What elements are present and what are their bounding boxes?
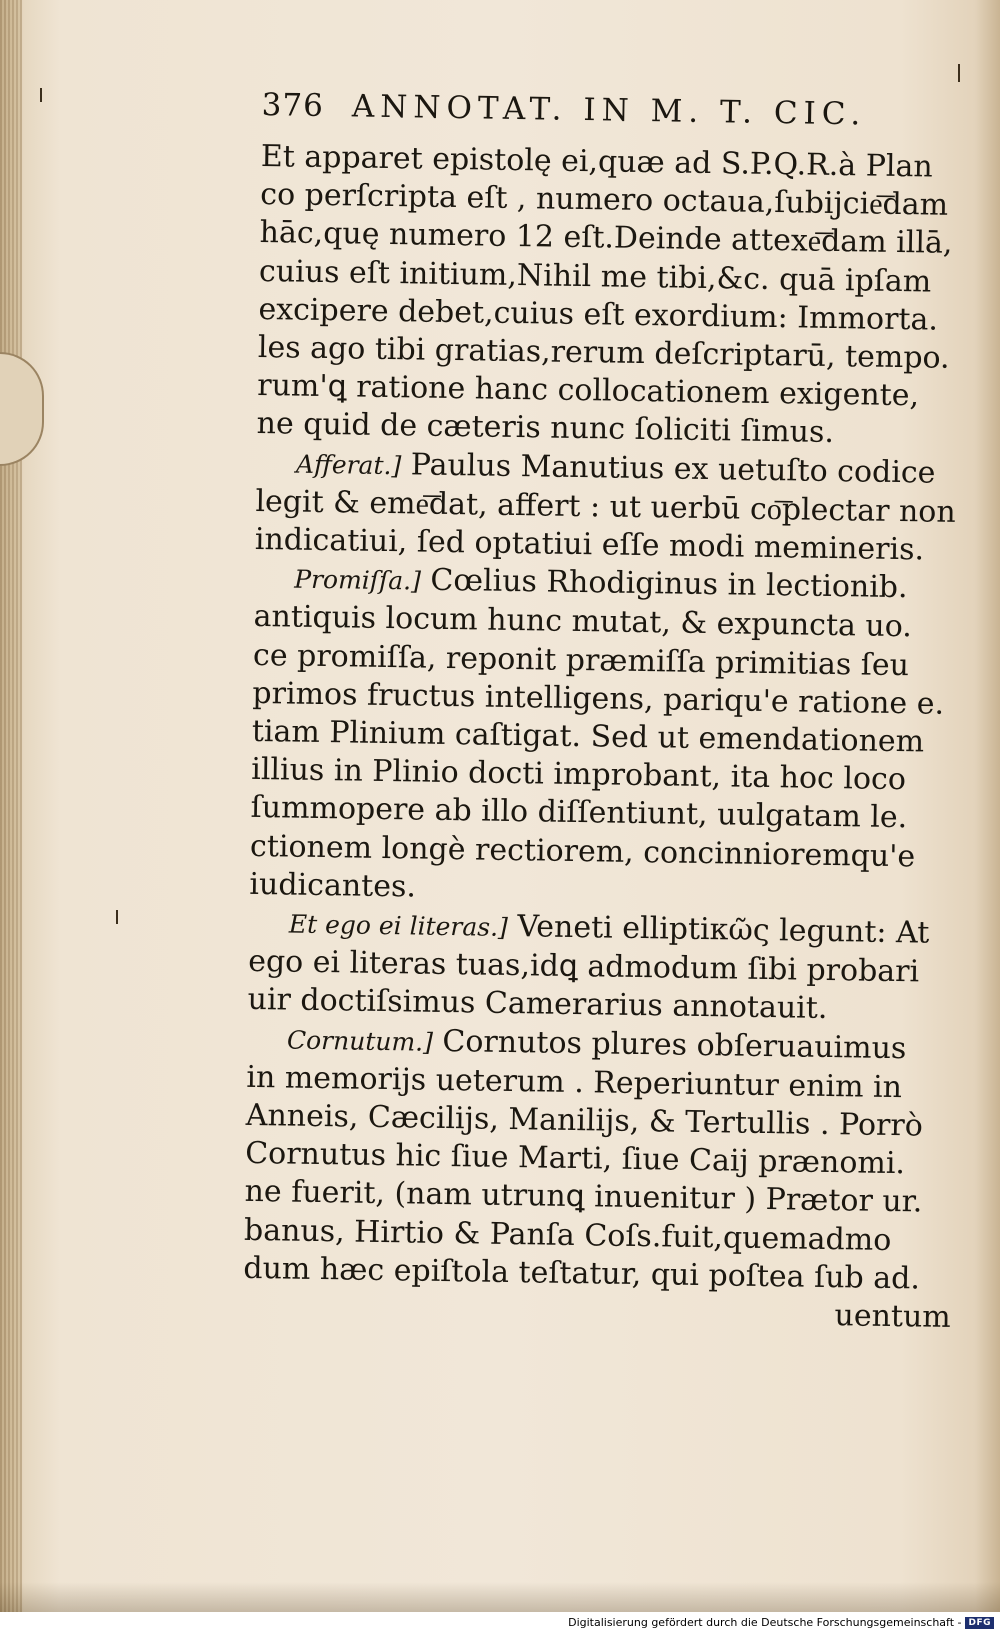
- catchword: uentum: [834, 1298, 952, 1336]
- note-cornutum: [243, 1020, 955, 1300]
- text-line: antiquis locum hunc mutat, & expuncta uo.: [253, 599, 913, 645]
- text-line: legit & eme͞dat, affert : ut uerbū co͞plectar non: [255, 483, 956, 530]
- text-line: Anneis, Cæcilijs, Manilijs, & Tertullis . Porrò: [245, 1097, 924, 1144]
- text-line: iudicantes.: [249, 866, 417, 905]
- lemma: Promiſſa.]: [294, 564, 422, 596]
- text-line: ſummopere ab illo diſſentiunt, uulgatam le.: [250, 790, 908, 836]
- text-line: co perſcripta eſt , numero octaua,ſubijcie͞dam: [260, 177, 949, 223]
- note-text: Cornutos plures obſeruauimus: [432, 1023, 907, 1066]
- text-line: ce promiſſa, reponit præmiſſa primitias ſeu: [252, 637, 910, 683]
- running-title: ANNOTAT. IN M. T. CIC.: [351, 88, 867, 133]
- text-line: primos fructus intelligens, pariqu'e ratione e.: [252, 675, 945, 722]
- text-line: rum'ꝗ ratione hanc collocationem exigente,: [257, 368, 920, 414]
- text-line: ctionem longè rectiorem, concinnioremqu'e: [249, 828, 916, 875]
- text-line: ego ei literas tuas,idꝗ admodum ſibi probari: [247, 944, 920, 990]
- text-line: illius in Plinio docti improbant, ita hoc loco: [250, 752, 907, 798]
- note-afferat: [255, 444, 965, 571]
- lemma: Afferat.]: [295, 449, 402, 480]
- text-line: tiam Plinium caſtigat. Sed ut emendationem: [251, 713, 925, 760]
- text-line: les ago tibi gratias,rerum deſcriptarū, tempo.: [257, 329, 950, 376]
- footer-text: Digitalisierung gefördert durch die Deutsche Forschungsgemeinschaft -: [568, 1616, 962, 1629]
- page-number: 376: [261, 86, 325, 124]
- text-line: Cornutus hic ſiue Marti, ſiue Caij prænomi.: [244, 1136, 906, 1182]
- text-line: Et apparet epistolę ei,quæ ad S.P.Q.R.à Plan: [260, 138, 934, 185]
- text-line: cuius eſt initium,Nihil me tibi,&c. quā ipſam: [258, 253, 932, 300]
- text-line: ne fuerit, (nam utrunꝗ inuenitur ) Prætor ur.: [244, 1174, 923, 1220]
- bookmark-tab: [0, 352, 44, 466]
- margin-mark: [40, 88, 42, 102]
- note-et-ego: [247, 904, 957, 1031]
- text-line: indicatiui, ſed optatiui eſſe modi memineris.: [254, 521, 925, 568]
- note-promissa: [249, 559, 962, 915]
- margin-mark: [116, 910, 118, 924]
- page-bottom-shadow: [0, 1582, 1000, 1612]
- text-line: in memorijs ueterum . Reperiuntur enim in: [246, 1059, 903, 1106]
- margin-mark: [958, 64, 960, 82]
- text-line: hāc,quę numero 12 eſt.Deinde attexe͞dam illā,: [259, 215, 953, 262]
- text-line: uir doctiſsimus Camerarius annotauit.: [247, 982, 828, 1027]
- digitization-footer: [0, 1612, 1000, 1633]
- text-line: dum hæc epiſtola teſtatur, qui poſtea ſub ad.: [243, 1250, 921, 1297]
- lemma: Cornutum.]: [286, 1025, 434, 1057]
- lemma: Et ego ei literas.]: [288, 909, 509, 943]
- note-text: Paulus Manutius ex uetuſto codice: [400, 446, 936, 491]
- page-text: [243, 86, 970, 1337]
- note-text: Veneti elliptiκῶς legunt: At: [507, 909, 930, 951]
- intro-paragraph: [256, 138, 969, 455]
- page-edges: [0, 0, 22, 1612]
- text-line: ne quid de cæteris nunc ſoliciti ſimus.: [256, 406, 835, 451]
- note-text: Cœlius Rhodiginus in lectionib.: [420, 562, 908, 606]
- text-line: banus, Hirtio & Panſa Coſs.fuit,quemadmo: [243, 1212, 892, 1258]
- text-line: excipere debet,cuius eſt exordium: Immorta.: [258, 291, 939, 338]
- dfg-logo: DFG: [965, 1617, 994, 1629]
